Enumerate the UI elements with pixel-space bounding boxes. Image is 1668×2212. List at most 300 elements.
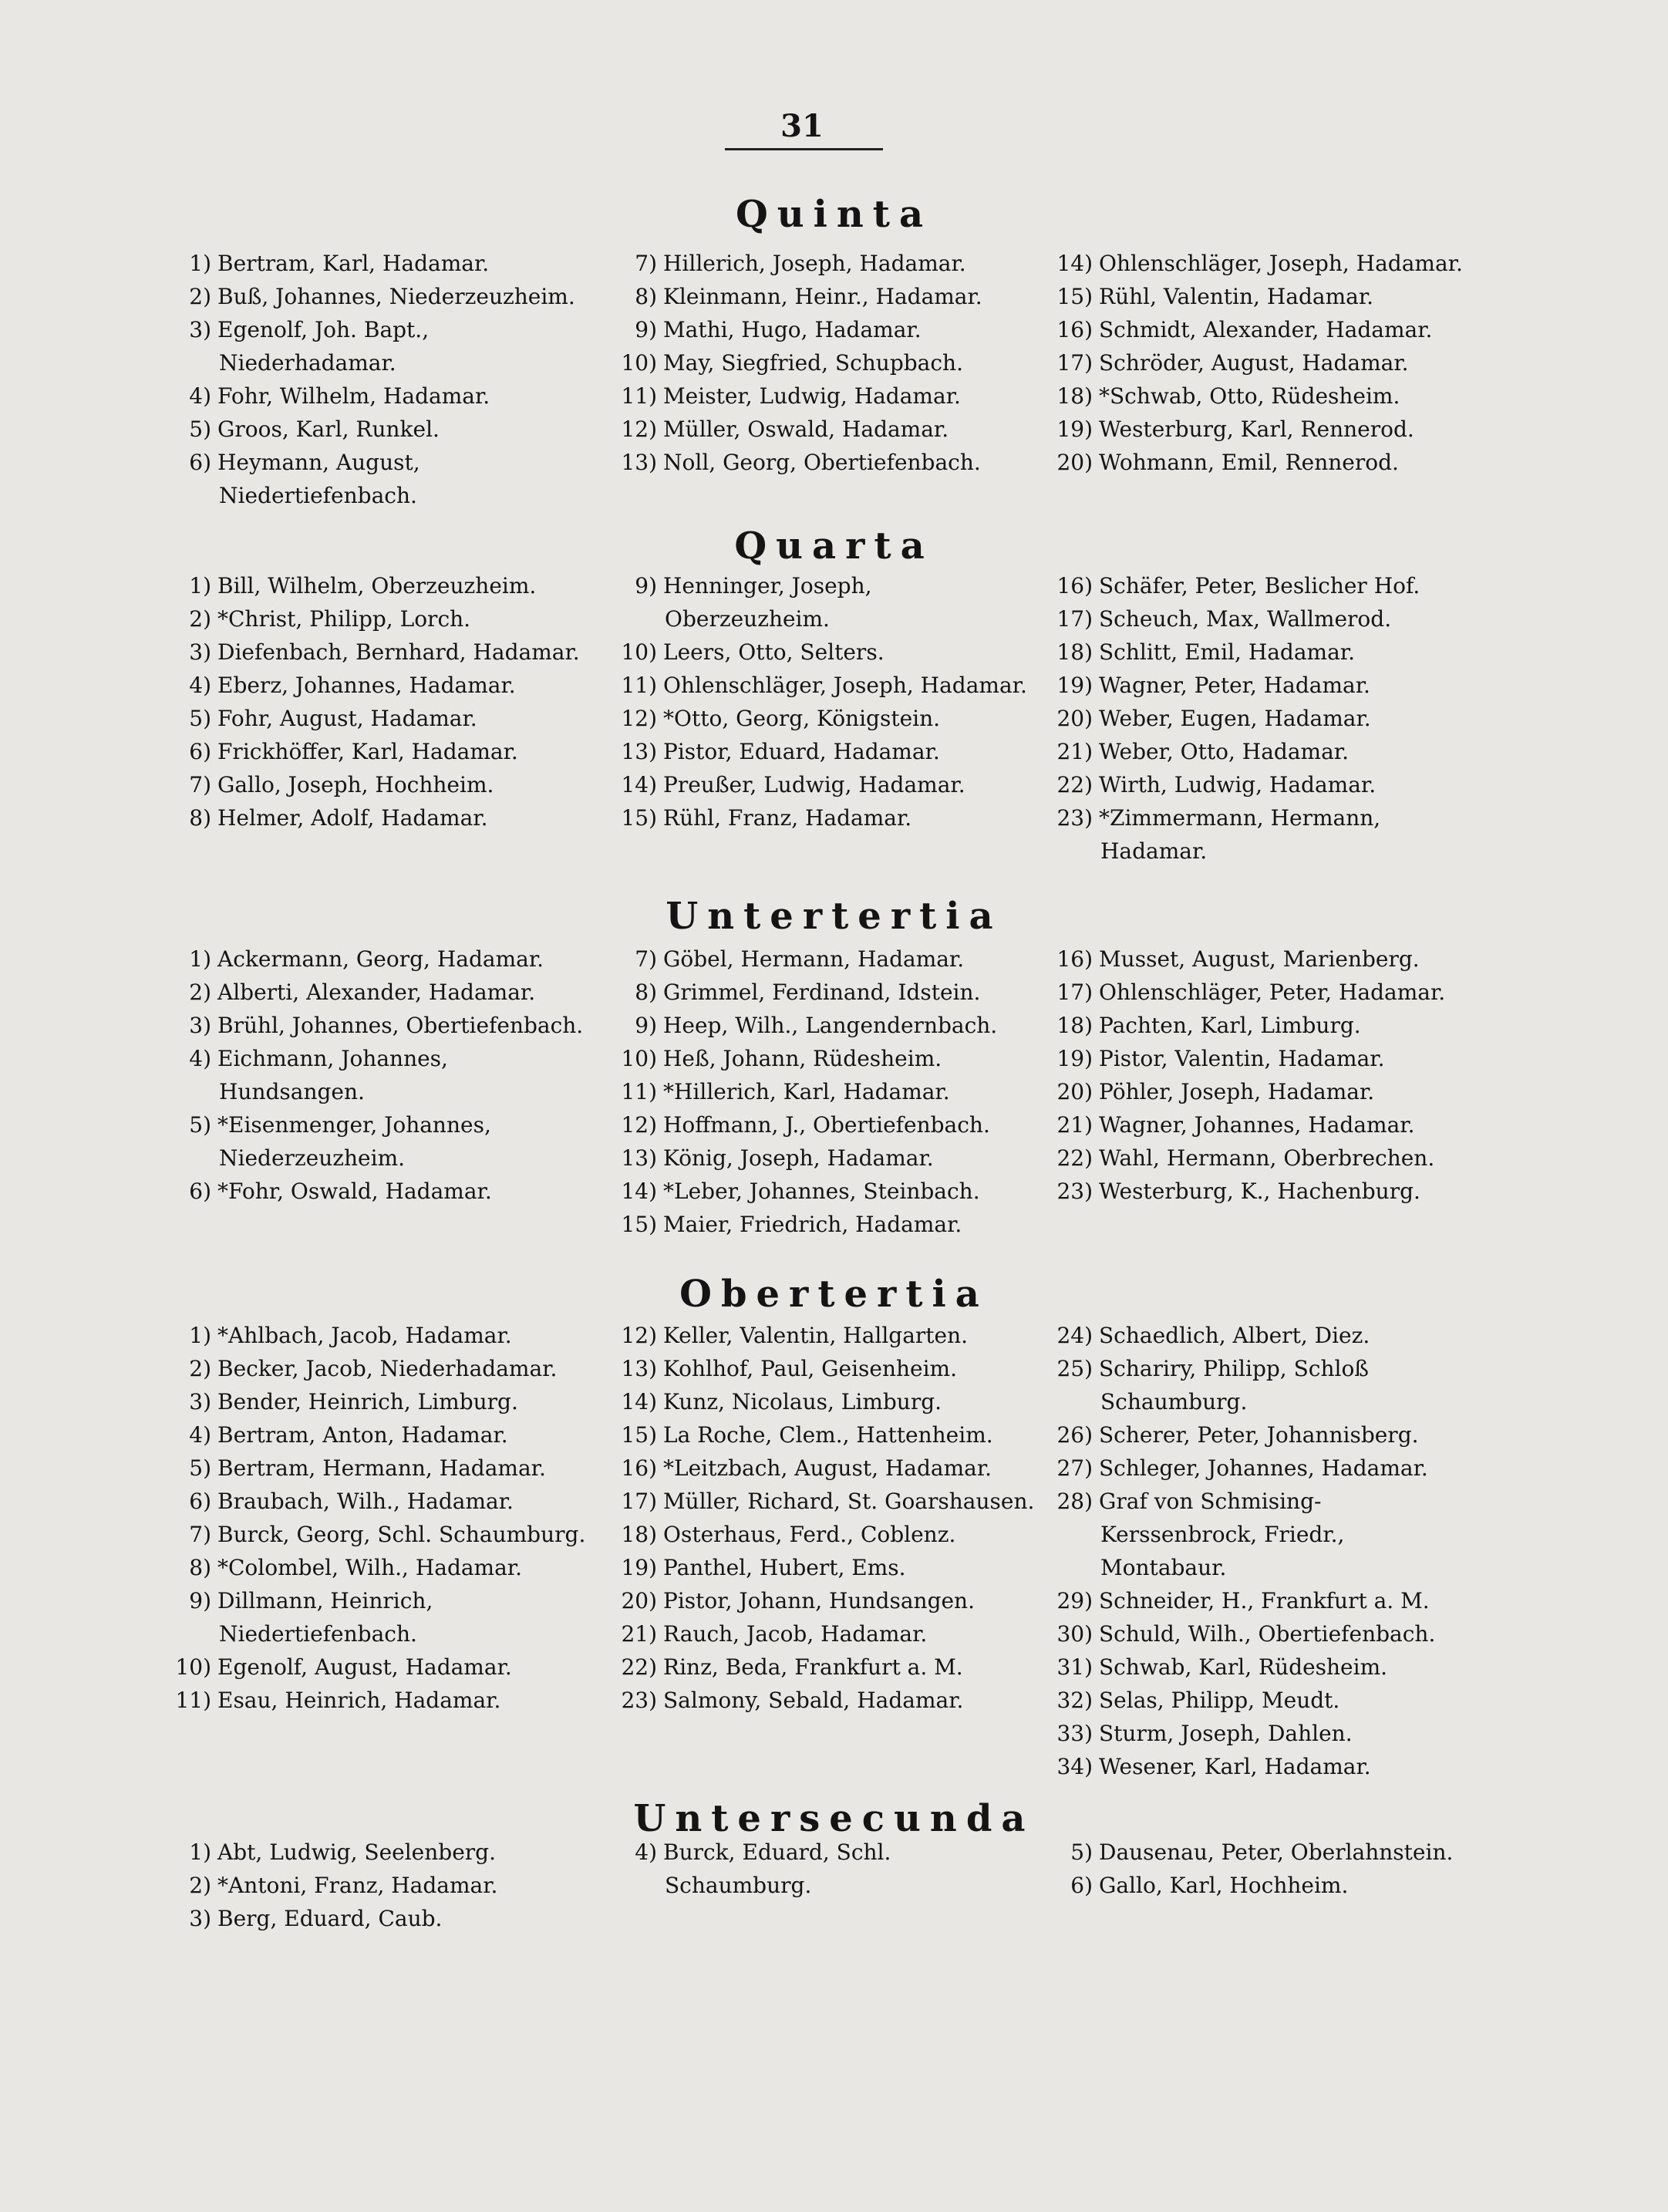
entry-number: 11) — [621, 673, 657, 698]
entry-text: *Fohr, Oswald, Hadamar. — [217, 1178, 492, 1204]
list-column — [1045, 942, 1465, 1208]
entry-number: 22) — [1056, 1145, 1093, 1171]
list-item — [163, 1836, 591, 1869]
entry-number: 29) — [1056, 1588, 1093, 1613]
entry-number: 22) — [1056, 772, 1093, 797]
entry-number: 33) — [1056, 1721, 1093, 1746]
entry-number: 2) — [189, 606, 211, 632]
entry-text: Musset, August, Marienberg. — [1099, 946, 1420, 972]
entry-number: 9) — [189, 1588, 211, 1613]
entry-number: 19) — [621, 1555, 657, 1580]
list-item — [1045, 1684, 1465, 1717]
list-item — [609, 1452, 1041, 1485]
entry-text: Wirth, Ludwig, Hadamar. — [1099, 772, 1377, 797]
entry-number: 34) — [1056, 1754, 1093, 1779]
entry-text: Pachten, Karl, Limburg. — [1099, 1013, 1361, 1038]
entry-text: Rühl, Valentin, Hadamar. — [1099, 284, 1374, 309]
list-item — [163, 1684, 591, 1717]
list-item — [163, 1418, 591, 1452]
entry-text: Schröder, August, Hadamar. — [1099, 350, 1409, 376]
entry-text: Ohlenschläger, Joseph, Hadamar. — [1099, 251, 1463, 276]
entry-text: Göbel, Hermann, Hadamar. — [663, 946, 965, 972]
entry-number: 19) — [1056, 673, 1093, 698]
list-item — [163, 1009, 591, 1042]
entry-number: 9) — [635, 573, 657, 599]
list-item — [163, 313, 591, 379]
list-item — [609, 1075, 1041, 1108]
entry-number: 3) — [189, 1013, 211, 1038]
entry-text: Noll, Georg, Obertiefenbach. — [663, 450, 981, 475]
list-item — [163, 942, 591, 976]
list-item — [163, 1651, 591, 1684]
list-item — [1045, 1418, 1465, 1452]
entry-text: Eichmann, Johannes, Hundsangen. — [217, 1046, 448, 1104]
entry-text: Fohr, Wilhelm, Hadamar. — [217, 383, 490, 409]
list-item — [609, 1836, 1041, 1902]
entry-text: Bertram, Hermann, Hadamar. — [217, 1455, 546, 1481]
list-item — [1045, 669, 1465, 702]
list-column — [609, 1319, 1041, 1717]
list-item — [609, 346, 1041, 379]
list-item — [609, 1352, 1041, 1385]
entry-number: 31) — [1056, 1654, 1093, 1680]
list-item — [163, 1584, 591, 1651]
entry-number: 4) — [189, 1422, 211, 1448]
list-item — [609, 313, 1041, 346]
list-item — [609, 1208, 1041, 1241]
entry-text: Wohmann, Emil, Rennerod. — [1099, 450, 1399, 475]
list-item — [1045, 1836, 1465, 1869]
list-item — [163, 1869, 591, 1902]
entry-text: Scherer, Peter, Johannisberg. — [1099, 1422, 1419, 1448]
entry-text: Sturm, Joseph, Dahlen. — [1099, 1721, 1353, 1746]
list-item — [609, 942, 1041, 976]
list-item — [609, 247, 1041, 280]
entry-number: 3) — [189, 317, 211, 342]
entry-text: *Leber, Johannes, Steinbach. — [663, 1178, 980, 1204]
entry-number: 8) — [189, 1555, 211, 1580]
entry-text: Müller, Richard, St. Goarshausen. — [663, 1489, 1035, 1514]
entry-text: Brühl, Johannes, Obertiefenbach. — [217, 1013, 584, 1038]
list-item — [609, 1108, 1041, 1141]
list-item — [163, 735, 591, 768]
entry-text: Rauch, Jacob, Hadamar. — [663, 1621, 928, 1647]
entry-text: Egenolf, August, Hadamar. — [217, 1654, 512, 1680]
entry-text: Pöhler, Joseph, Hadamar. — [1099, 1079, 1375, 1104]
entry-text: Weber, Eugen, Hadamar. — [1099, 706, 1371, 731]
entry-text: Schäfer, Peter, Beslicher Hof. — [1099, 573, 1420, 599]
entry-text: Pistor, Valentin, Hadamar. — [1099, 1046, 1385, 1071]
entry-text: Kunz, Nicolaus, Limburg. — [663, 1389, 942, 1415]
list-item — [1045, 1452, 1465, 1485]
entry-number: 10) — [175, 1654, 211, 1680]
list-item — [163, 768, 591, 801]
entry-number: 21) — [621, 1621, 657, 1647]
entry-text: *Zimmermann, Hermann, Hadamar. — [1099, 805, 1381, 864]
entry-text: Rinz, Beda, Frankfurt a. M. — [663, 1654, 963, 1680]
entry-text: Ackermann, Georg, Hadamar. — [217, 946, 544, 972]
entry-text: Wahl, Hermann, Oberbrechen. — [1099, 1145, 1435, 1171]
entry-text: Graf von Schmising-Kerssenbrock, Friedr., Montabaur. — [1099, 1489, 1345, 1580]
entry-text: *Eisenmenger, Johannes, Niederzeuzheim. — [217, 1112, 491, 1171]
entry-text: Ohlenschläger, Joseph, Hadamar. — [663, 673, 1027, 698]
entry-number: 10) — [621, 639, 657, 665]
entry-text: Bertram, Anton, Hadamar. — [217, 1422, 508, 1448]
entry-text: Wesener, Karl, Hadamar. — [1099, 1754, 1371, 1779]
list-item — [1045, 636, 1465, 669]
entry-text: Schlitt, Emil, Hadamar. — [1099, 639, 1355, 665]
entry-text: Fohr, August, Hadamar. — [217, 706, 477, 731]
list-item — [1045, 413, 1465, 446]
list-item — [609, 569, 1041, 636]
list-item — [1045, 1319, 1465, 1352]
list-item — [609, 1385, 1041, 1418]
entry-number: 13) — [621, 1145, 657, 1171]
list-item — [163, 801, 591, 835]
list-item — [163, 636, 591, 669]
list-item — [163, 1352, 591, 1385]
list-item — [1045, 1717, 1465, 1750]
entry-number: 17) — [1056, 980, 1093, 1005]
entry-text: Heß, Johann, Rüdesheim. — [663, 1046, 942, 1071]
entry-text: Schariry, Philipp, Schloß Schaumburg. — [1099, 1356, 1370, 1415]
entry-text: *Hillerich, Karl, Hadamar. — [663, 1079, 950, 1104]
entry-number: 12) — [621, 1323, 657, 1348]
entry-number: 16) — [1056, 317, 1093, 342]
entry-number: 8) — [635, 284, 657, 309]
page-number: 31 — [780, 108, 824, 144]
entry-text: Groos, Karl, Runkel. — [217, 416, 440, 442]
list-column — [1045, 1319, 1465, 1783]
entry-number: 15) — [621, 805, 657, 831]
list-item — [609, 1009, 1041, 1042]
entry-number: 16) — [1056, 946, 1093, 972]
entry-number: 5) — [189, 416, 211, 442]
list-item — [163, 446, 591, 512]
list-item — [163, 1551, 591, 1584]
list-item — [1045, 1352, 1465, 1418]
entry-text: Becker, Jacob, Niederhadamar. — [217, 1356, 558, 1381]
entry-number: 18) — [1056, 383, 1093, 409]
entry-text: Alberti, Alexander, Hadamar. — [217, 980, 536, 1005]
list-item — [163, 1485, 591, 1518]
entry-text: Selas, Philipp, Meudt. — [1099, 1688, 1340, 1713]
entry-number: 13) — [621, 1356, 657, 1381]
entry-text: *Antoni, Franz, Hadamar. — [217, 1873, 498, 1898]
list-item — [609, 1684, 1041, 1717]
list-item — [163, 1319, 591, 1352]
entry-number: 2) — [189, 1356, 211, 1381]
entry-text: Maier, Friedrich, Hadamar. — [663, 1212, 962, 1237]
entry-text: Eberz, Johannes, Hadamar. — [217, 673, 516, 698]
entry-text: Braubach, Wilh., Hadamar. — [217, 1489, 514, 1514]
entry-text: Burck, Eduard, Schl. Schaumburg. — [663, 1839, 891, 1898]
entry-text: *Christ, Philipp, Lorch. — [217, 606, 471, 632]
entry-text: Heep, Wilh., Langendernbach. — [663, 1013, 998, 1038]
list-item — [163, 1042, 591, 1108]
list-item — [609, 801, 1041, 835]
entry-text: Grimmel, Ferdinand, Idstein. — [663, 980, 981, 1005]
entry-number: 3) — [189, 1389, 211, 1415]
list-item — [1045, 1108, 1465, 1141]
list-item — [1045, 1651, 1465, 1684]
section-title: Untertertia — [666, 895, 1002, 938]
entry-number: 32) — [1056, 1688, 1093, 1713]
list-item — [1045, 1485, 1465, 1584]
entry-number: 14) — [621, 1389, 657, 1415]
entry-number: 7) — [189, 1522, 211, 1547]
list-column — [609, 247, 1041, 479]
page-number-rule — [725, 148, 883, 150]
list-item — [163, 379, 591, 413]
list-item — [609, 413, 1041, 446]
entry-text: Scheuch, Max, Wallmerod. — [1099, 606, 1392, 632]
list-column — [163, 569, 591, 835]
entry-number: 1) — [189, 1323, 211, 1348]
list-item — [609, 768, 1041, 801]
entry-number: 12) — [621, 416, 657, 442]
list-item — [1045, 379, 1465, 413]
entry-text: Schleger, Johannes, Hadamar. — [1099, 1455, 1428, 1481]
entry-number: 6) — [189, 450, 211, 475]
entry-text: Osterhaus, Ferd., Coblenz. — [663, 1522, 956, 1547]
list-item — [609, 976, 1041, 1009]
entry-text: Weber, Otto, Hadamar. — [1099, 739, 1349, 764]
entry-number: 12) — [621, 706, 657, 731]
entry-text: Gallo, Joseph, Hochheim. — [217, 772, 494, 797]
list-column — [1045, 1836, 1465, 1902]
entry-number: 7) — [635, 946, 657, 972]
entry-number: 11) — [621, 383, 657, 409]
entry-number: 21) — [1056, 1112, 1093, 1138]
entry-number: 16) — [621, 1455, 657, 1481]
entry-text: Meister, Ludwig, Hadamar. — [663, 383, 961, 409]
entry-number: 19) — [1056, 416, 1093, 442]
list-item — [609, 1175, 1041, 1208]
entry-number: 20) — [1056, 706, 1093, 731]
entry-number: 13) — [621, 739, 657, 764]
entry-text: Berg, Eduard, Caub. — [217, 1906, 443, 1931]
entry-text: Hillerich, Joseph, Hadamar. — [663, 251, 966, 276]
entry-text: Buß, Johannes, Niederzeuzheim. — [217, 284, 575, 309]
entry-text: Schuld, Wilh., Obertiefenbach. — [1099, 1621, 1436, 1647]
list-item — [609, 280, 1041, 313]
list-item — [609, 1141, 1041, 1175]
entry-text: Heymann, August, Niedertiefenbach. — [217, 450, 420, 508]
entry-text: Westerburg, K., Hachenburg. — [1099, 1178, 1420, 1204]
list-item — [1045, 1175, 1465, 1208]
entry-number: 6) — [189, 739, 211, 764]
entry-number: 1) — [189, 946, 211, 972]
list-item — [609, 1485, 1041, 1518]
section-title: Quinta — [735, 193, 933, 236]
list-item — [1045, 313, 1465, 346]
entry-text: Keller, Valentin, Hallgarten. — [663, 1323, 969, 1348]
list-item — [609, 1042, 1041, 1075]
entry-number: 4) — [189, 1046, 211, 1071]
entry-number: 16) — [1056, 573, 1093, 599]
list-item — [609, 636, 1041, 669]
entry-number: 23) — [1056, 805, 1093, 831]
section-title: Untersecunda — [633, 1797, 1035, 1840]
entry-text: Kohlhof, Paul, Geisenheim. — [663, 1356, 958, 1381]
list-item — [1045, 801, 1465, 868]
entry-text: Ohlenschläger, Peter, Hadamar. — [1099, 980, 1446, 1005]
entry-text: May, Siegfried, Schupbach. — [663, 350, 963, 376]
list-column — [1045, 247, 1465, 479]
list-item — [163, 413, 591, 446]
list-item — [1045, 976, 1465, 1009]
entry-text: *Leitzbach, August, Hadamar. — [663, 1455, 992, 1481]
list-item — [163, 602, 591, 636]
entry-number: 1) — [189, 573, 211, 599]
entry-number: 15) — [621, 1212, 657, 1237]
entry-text: *Ahlbach, Jacob, Hadamar. — [217, 1323, 512, 1348]
entry-number: 18) — [621, 1522, 657, 1547]
entry-text: Egenolf, Joh. Bapt., Niederhadamar. — [217, 317, 430, 376]
entry-text: Dillmann, Heinrich, Niedertiefenbach. — [217, 1588, 433, 1647]
entry-number: 17) — [621, 1489, 657, 1514]
list-item — [609, 1551, 1041, 1584]
entry-text: La Roche, Clem., Hattenheim. — [663, 1422, 993, 1448]
entry-number: 4) — [189, 673, 211, 698]
entry-number: 12) — [621, 1112, 657, 1138]
entry-number: 5) — [189, 1112, 211, 1138]
list-item — [609, 735, 1041, 768]
entry-text: König, Joseph, Hadamar. — [663, 1145, 934, 1171]
list-column — [163, 1836, 591, 1935]
list-item — [1045, 1584, 1465, 1617]
list-item — [1045, 702, 1465, 735]
entry-text: Pistor, Eduard, Hadamar. — [663, 739, 940, 764]
entry-number: 5) — [189, 706, 211, 731]
list-item — [1045, 735, 1465, 768]
entry-number: 24) — [1056, 1323, 1093, 1348]
entry-number: 11) — [175, 1688, 211, 1713]
list-item — [1045, 942, 1465, 976]
list-item — [163, 669, 591, 702]
entry-text: Wagner, Johannes, Hadamar. — [1099, 1112, 1415, 1138]
entry-number: 27) — [1056, 1455, 1093, 1481]
list-item — [1045, 280, 1465, 313]
entry-number: 20) — [1056, 450, 1093, 475]
list-item — [163, 1175, 591, 1208]
entry-number: 20) — [1056, 1079, 1093, 1104]
list-item — [609, 1418, 1041, 1452]
list-item — [1045, 1075, 1465, 1108]
entry-number: 19) — [1056, 1046, 1093, 1071]
entry-number: 13) — [621, 450, 657, 475]
entry-number: 21) — [1056, 739, 1093, 764]
list-item — [609, 1584, 1041, 1617]
entry-text: Wagner, Peter, Hadamar. — [1099, 673, 1370, 698]
entry-number: 23) — [1056, 1178, 1093, 1204]
entry-number: 15) — [621, 1422, 657, 1448]
list-item — [163, 1385, 591, 1418]
entry-number: 3) — [189, 639, 211, 665]
entry-number: 18) — [1056, 639, 1093, 665]
entry-text: *Colombel, Wilh., Hadamar. — [217, 1555, 523, 1580]
list-item — [163, 569, 591, 602]
section-title: Obertertia — [679, 1273, 989, 1316]
list-item — [163, 1452, 591, 1485]
entry-number: 3) — [189, 1906, 211, 1931]
entry-number: 6) — [189, 1178, 211, 1204]
list-item — [1045, 1617, 1465, 1651]
list-item — [609, 669, 1041, 702]
list-item — [609, 446, 1041, 479]
entry-text: Frickhöffer, Karl, Hadamar. — [217, 739, 518, 764]
entry-number: 1) — [189, 1839, 211, 1865]
list-column — [163, 247, 591, 512]
list-item — [163, 1108, 591, 1175]
entry-number: 4) — [635, 1839, 657, 1865]
entry-text: Schneider, H., Frankfurt a. M. — [1099, 1588, 1430, 1613]
entry-text: Bertram, Karl, Hadamar. — [217, 251, 490, 276]
list-item — [1045, 446, 1465, 479]
entry-text: Gallo, Karl, Hochheim. — [1099, 1873, 1349, 1898]
entry-number: 9) — [635, 317, 657, 342]
entry-number: 26) — [1056, 1422, 1093, 1448]
entry-text: Esau, Heinrich, Hadamar. — [217, 1688, 501, 1713]
entry-text: Schwab, Karl, Rüdesheim. — [1099, 1654, 1388, 1680]
entry-number: 5) — [189, 1455, 211, 1481]
entry-number: 6) — [189, 1489, 211, 1514]
entry-number: 17) — [1056, 350, 1093, 376]
entry-number: 5) — [1070, 1839, 1093, 1865]
entry-text: Müller, Oswald, Hadamar. — [663, 416, 949, 442]
entry-number: 9) — [635, 1013, 657, 1038]
entry-text: Preußer, Ludwig, Hadamar. — [663, 772, 965, 797]
entry-number: 17) — [1056, 606, 1093, 632]
entry-number: 28) — [1056, 1489, 1093, 1514]
entry-text: Salmony, Sebald, Hadamar. — [663, 1688, 964, 1713]
list-item — [609, 1617, 1041, 1651]
entry-number: 2) — [189, 1873, 211, 1898]
entry-number: 1) — [189, 251, 211, 276]
section-title: Quarta — [734, 524, 934, 568]
list-item — [1045, 768, 1465, 801]
entry-text: Diefenbach, Bernhard, Hadamar. — [217, 639, 580, 665]
list-item — [1045, 247, 1465, 280]
entry-number: 10) — [621, 350, 657, 376]
entry-number: 2) — [189, 980, 211, 1005]
entry-number: 14) — [1056, 251, 1093, 276]
entry-text: *Schwab, Otto, Rüdesheim. — [1099, 383, 1400, 409]
entry-number: 25) — [1056, 1356, 1093, 1381]
entry-text: Mathi, Hugo, Hadamar. — [663, 317, 922, 342]
entry-text: *Otto, Georg, Königstein. — [663, 706, 941, 731]
entry-text: Pistor, Johann, Hundsangen. — [663, 1588, 975, 1613]
list-item — [1045, 1042, 1465, 1075]
list-item — [609, 702, 1041, 735]
list-column — [1045, 569, 1465, 868]
entry-number: 8) — [189, 805, 211, 831]
list-item — [1045, 569, 1465, 602]
entry-number: 11) — [621, 1079, 657, 1104]
entry-number: 14) — [621, 1178, 657, 1204]
entry-text: Kleinmann, Heinr., Hadamar. — [663, 284, 982, 309]
entry-text: Dausenau, Peter, Oberlahnstein. — [1099, 1839, 1454, 1865]
entry-text: Abt, Ludwig, Seelenberg. — [217, 1839, 496, 1865]
entry-number: 6) — [1070, 1873, 1093, 1898]
list-item — [163, 976, 591, 1009]
list-item — [609, 379, 1041, 413]
entry-text: Schmidt, Alexander, Hadamar. — [1099, 317, 1433, 342]
entry-number: 15) — [1056, 284, 1093, 309]
entry-text: Henninger, Joseph, Oberzeuzheim. — [663, 573, 872, 632]
entry-number: 2) — [189, 284, 211, 309]
